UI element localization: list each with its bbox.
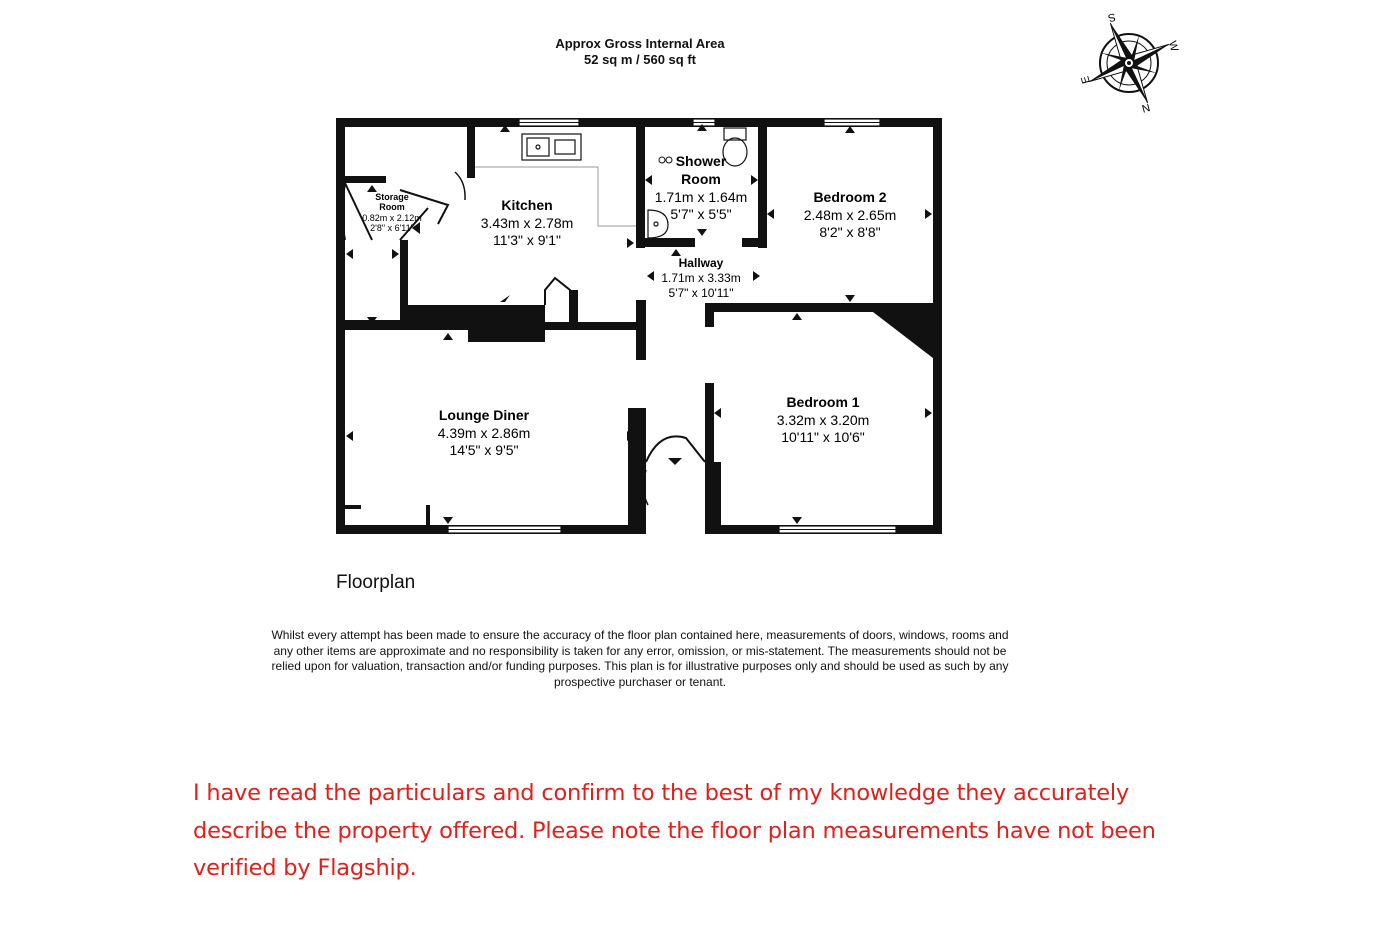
right-wall-lower: [933, 355, 942, 534]
bedroom1-metric: 3.32m x 3.20m: [776, 412, 870, 428]
storage-room-name-2: Room: [379, 202, 405, 212]
bedroom2-bottom-wall: [705, 303, 942, 312]
statement-line-3: verified by Flagship.: [193, 855, 417, 881]
disclaimer-line-3: relied upon for valuation, transaction and/or funding purposes. This plan is for illustrative purposes only and should be used as such by any: [271, 659, 1009, 673]
shower-bottom-wall-right: [742, 238, 758, 247]
basin-icon: [648, 210, 668, 238]
disclaimer-line-4: prospective purchaser or tenant.: [553, 674, 727, 689]
kitchen-metric: 3.43m x 2.78m: [480, 215, 574, 231]
compass-east-label: E: [1079, 74, 1093, 85]
bedroom2-name: Bedroom 2: [813, 189, 887, 205]
statement-line-1: I have read the particulars and confirm to the best of my knowledge they accurately: [193, 780, 1130, 806]
chimney-block: [468, 305, 545, 342]
hallway-name: Hallway: [678, 256, 724, 270]
shower-room-name-1: Shower: [675, 153, 727, 169]
storage-room-name-1: Storage: [375, 192, 409, 202]
lounge-corner-mark: [345, 505, 361, 509]
kitchen-door-swing: [545, 278, 570, 322]
bedroom2-imperial: 8'2" x 8'8": [819, 224, 881, 240]
shower-left-wall: [636, 118, 645, 248]
vendor-statement: [193, 775, 1203, 888]
kitchen-door-frame: [570, 290, 578, 322]
bedroom1-name: Bedroom 1: [786, 394, 860, 410]
disclaimer-line-1: Whilst every attempt has been made to ensure the accuracy of the floor plan contained here, measurements of doors, windows, rooms and: [271, 628, 1009, 642]
storage-corner-wall: [467, 118, 475, 178]
lounge-diner-name: Lounge Diner: [438, 407, 530, 423]
area-value: 52 sq m / 560 sq ft: [584, 52, 696, 67]
area-title: Approx Gross Internal Area: [555, 36, 725, 51]
lounge-radiator-mark: [426, 505, 430, 525]
bedroom1-left-wall-thick: [705, 462, 721, 534]
lounge-diner-metric: 4.39m x 2.86m: [437, 425, 531, 441]
compass-south-label: S: [1106, 10, 1117, 24]
kitchen-sink-icon: [522, 134, 581, 160]
shower-room-name-2: Room: [681, 171, 721, 187]
lounge-right-wall: [628, 408, 646, 534]
hallway-metric: 1.71m x 3.33m: [661, 271, 741, 285]
kitchen-bottom-wall: [545, 322, 645, 330]
shower-right-wall: [758, 118, 767, 248]
toilet-icon: [723, 128, 747, 166]
storage-room-imperial: 2'8" x 6'11": [370, 223, 414, 233]
storage-room-metric: 0.82m x 2.12m: [362, 213, 422, 223]
compass-north-label: N: [1140, 102, 1152, 116]
storage-top-wall: [336, 176, 386, 183]
bedroom1-corner-chimney: [873, 312, 942, 365]
lounge-diner-imperial: 14'5" x 9'5": [449, 442, 519, 458]
shower-room-metric: 1.71m x 1.64m: [654, 189, 748, 205]
bedroom2-metric: 2.48m x 2.65m: [803, 207, 897, 223]
shower-tap-icon: [659, 157, 672, 163]
kitchen-imperial: 11'3" x 9'1": [493, 232, 561, 248]
hall-right-wall-upper: [705, 303, 714, 327]
disclaimer: [240, 628, 1040, 690]
shower-room-imperial: 5'7" x 5'5": [670, 206, 732, 222]
floorplan-caption: Floorplan: [336, 572, 416, 593]
kitchen-name: Kitchen: [501, 197, 553, 213]
disclaimer-line-2: any other items are approximate and no responsibility is taken for any error, omission, or mis-statement. The measurements should not be: [273, 643, 1007, 658]
hallway-imperial: 5'7" x 10'11": [668, 286, 734, 300]
statement-line-2: describe the property offered. Please note the floor plan measurements have not been: [193, 817, 1156, 844]
compass-west-label: W: [1165, 39, 1181, 53]
shower-bottom-wall: [645, 238, 695, 247]
hall-left-wall-upper: [636, 300, 646, 360]
bedroom1-imperial: 10'11" x 10'6": [781, 429, 865, 445]
